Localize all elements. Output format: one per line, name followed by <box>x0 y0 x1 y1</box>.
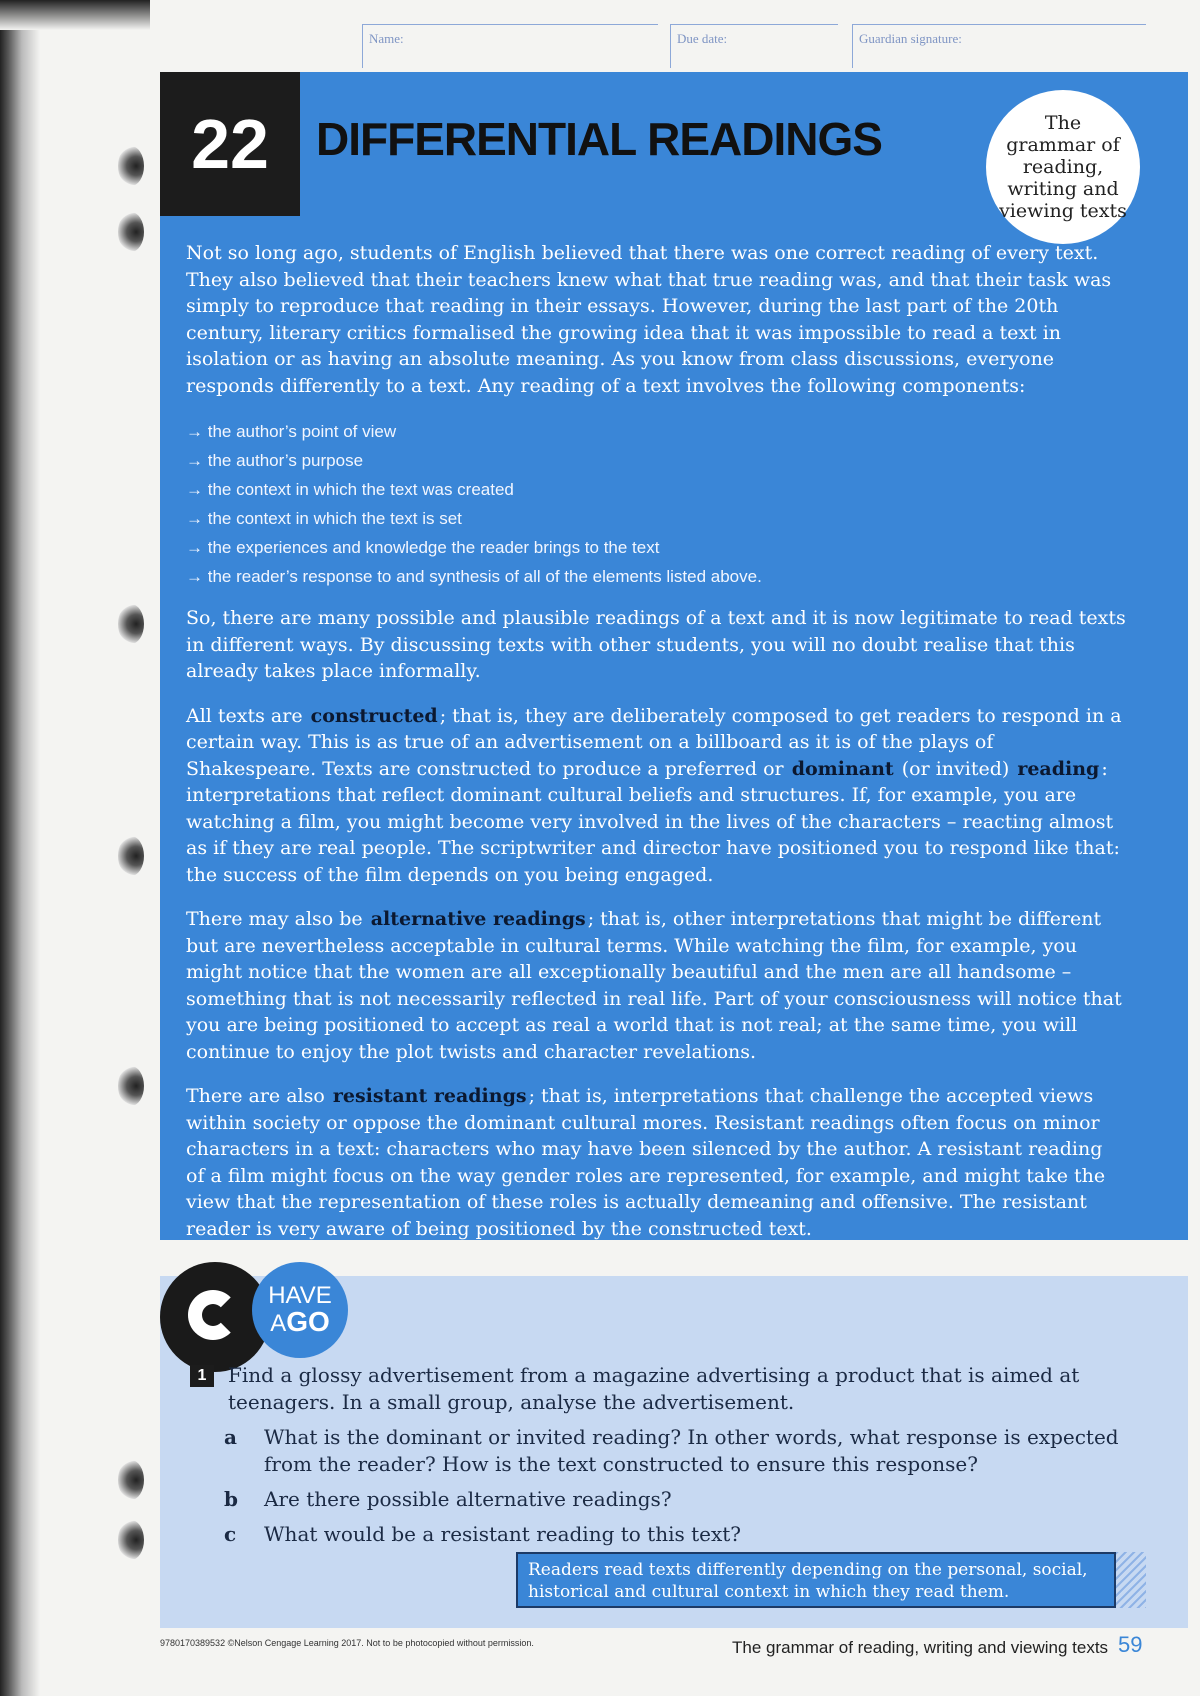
list-item: → the context in which the text is set <box>186 509 462 528</box>
term-alternative-readings: alternative readings <box>370 908 586 930</box>
term-constructed: constructed <box>310 704 438 727</box>
text-span: There are also <box>186 1085 331 1107</box>
paragraph-resistant <box>186 1083 1126 1242</box>
have-a-go-line1: HAVE <box>268 1282 332 1309</box>
sub-text: Are there possible alternative readings? <box>264 1487 672 1511</box>
have-a-go-line2 <box>270 1306 330 1337</box>
name-field[interactable] <box>362 24 658 68</box>
paragraph-plausible-readings: So, there are many possible and plausible readings of a text and it is now legitimate to read texts in different ways. By discussing texts with other students, you will no doubt realise that this already takes place informally. <box>186 607 1126 682</box>
activity <box>190 1362 1130 1548</box>
callout-hatch-decoration <box>1116 1552 1146 1608</box>
scan-corner-shadow <box>0 0 150 30</box>
chapter-number: 22 <box>160 72 300 216</box>
question-text: Find a glossy advertisement from a magazine advertising a product that is aimed at teenagers. In a small group, analyse the advertisement. <box>228 1363 1080 1414</box>
have-a-go-go: GO <box>286 1306 330 1337</box>
text-span: : interpretations that reflect dominant cultural beliefs and structures. If, for example, you are watching a film, you might become very involved in the lives of the characters – reacting almost as if they are real people. The scriptwriter and director have positioned you to respond like that: the success of the film depends on you being engaged. <box>186 757 1120 886</box>
punch-hole <box>118 212 144 252</box>
term-resistant-readings: resistant readings <box>332 1085 527 1107</box>
sub-letter: b <box>224 1487 238 1511</box>
list-item: → the experiences and knowledge the reader brings to the text <box>186 538 660 557</box>
sub-question-b <box>224 1486 1130 1513</box>
intro-paragraph: Not so long ago, students of English believed that there was one correct reading of every text. They also believed that their teachers knew what that true reading was, and that their task was simply to reproduce that reading in their essays. However, during the last part of the 20th century, literary critics formalised the growing idea that it was impossible to read a text in isolation or as having an absolute meaning. As you know from class discussions, everyone responds differently to a text. Any reading of a text involves the following components: <box>186 242 1112 397</box>
binder-edge-shadow <box>0 0 40 1696</box>
paragraph-alternative <box>186 906 1126 1065</box>
sub-letter: a <box>224 1425 237 1449</box>
text-span: There may also be <box>186 908 369 930</box>
section-badge <box>986 90 1140 244</box>
punch-hole <box>118 604 144 644</box>
body-text <box>186 240 1126 1260</box>
text-span: All texts are <box>186 704 309 727</box>
refresh-arrow-icon <box>188 1290 238 1340</box>
list-item: → the context in which the text was created <box>186 480 514 499</box>
text-span: (or invited) <box>895 757 1016 780</box>
text-span: ; that is, other interpretations that might be different but are nevertheless acceptable in cultural terms. While watching the film, for example, you might notice that the women are all exceptionally beautiful and the men are all handsome – something that is not necessarily reflected in real life. Part of your consciousness will notice that you are being positioned to accept as real a world that is not real; at the same time, you will continue to enjoy the plot twists and character revelations. <box>186 908 1122 1063</box>
have-a-go-a: A <box>270 1310 287 1337</box>
guardian-signature-field[interactable] <box>852 24 1146 68</box>
sub-question-c <box>224 1521 1130 1548</box>
question-number: 1 <box>190 1365 214 1387</box>
footer-section-title: The grammar of reading, writing and viewing texts <box>732 1638 1109 1657</box>
sub-question-a <box>224 1424 1130 1478</box>
question-1 <box>190 1362 1130 1416</box>
sub-text: What would be a resistant reading to this text? <box>264 1522 742 1546</box>
punch-hole <box>118 146 144 186</box>
due-date-field[interactable] <box>670 24 838 68</box>
list-item: → the author’s point of view <box>186 422 397 441</box>
components-list <box>186 417 1126 591</box>
punch-hole <box>118 1520 144 1560</box>
key-point-callout: Readers read texts differently depending on the personal, social, historical and cultural context in which they read them. <box>516 1552 1116 1608</box>
list-item: → the author’s purpose <box>186 451 364 470</box>
paragraph-constructed <box>186 703 1126 889</box>
punch-hole <box>118 836 144 876</box>
page-number: 59 <box>1118 1632 1143 1657</box>
text-span: ; that is, they are deliberately composed to get readers to respond in a certain way. This is as true of an advertisement on a billboard as it is of the plays of Shakespeare. Texts are constructed to produce a preferred or <box>186 704 1122 780</box>
punch-hole <box>118 1460 144 1500</box>
copyright-notice: 9780170389532 ©Nelson Cengage Learning 2017. Not to be photocopied without permission. <box>160 1638 534 1648</box>
name-label: Name: <box>369 31 404 46</box>
term-dominant: dominant <box>791 757 894 780</box>
list-item: → the reader’s response to and synthesis of all of the elements listed above. <box>186 567 762 586</box>
punch-hole <box>118 1066 144 1106</box>
sub-text: What is the dominant or invited reading? In other words, what response is expected from the reader? How is the text constructed to ensure this response? <box>264 1425 1119 1476</box>
term-reading: reading <box>1017 757 1100 780</box>
chapter-title: DIFFERENTIAL READINGS <box>316 113 882 165</box>
section-badge-text: The grammar of reading, writing and viewing texts <box>999 112 1127 222</box>
guardian-signature-label: Guardian signature: <box>859 31 962 46</box>
have-a-go-logo <box>252 1262 348 1358</box>
due-date-label: Due date: <box>677 31 728 46</box>
text-span: ; that is, interpretations that challenge the accepted views within society or oppose the dominant cultural mores. Resistant readings often focus on minor characters in a text: characters who may have been silenced by the author. A resistant reading of a film might focus on the way gender roles are represented, for example, and might take the view that the representation of these roles is actually demeaning and offensive. The resistant reader is very aware of being positioned by the constructed text. <box>186 1085 1106 1240</box>
sub-letter: c <box>224 1522 237 1546</box>
